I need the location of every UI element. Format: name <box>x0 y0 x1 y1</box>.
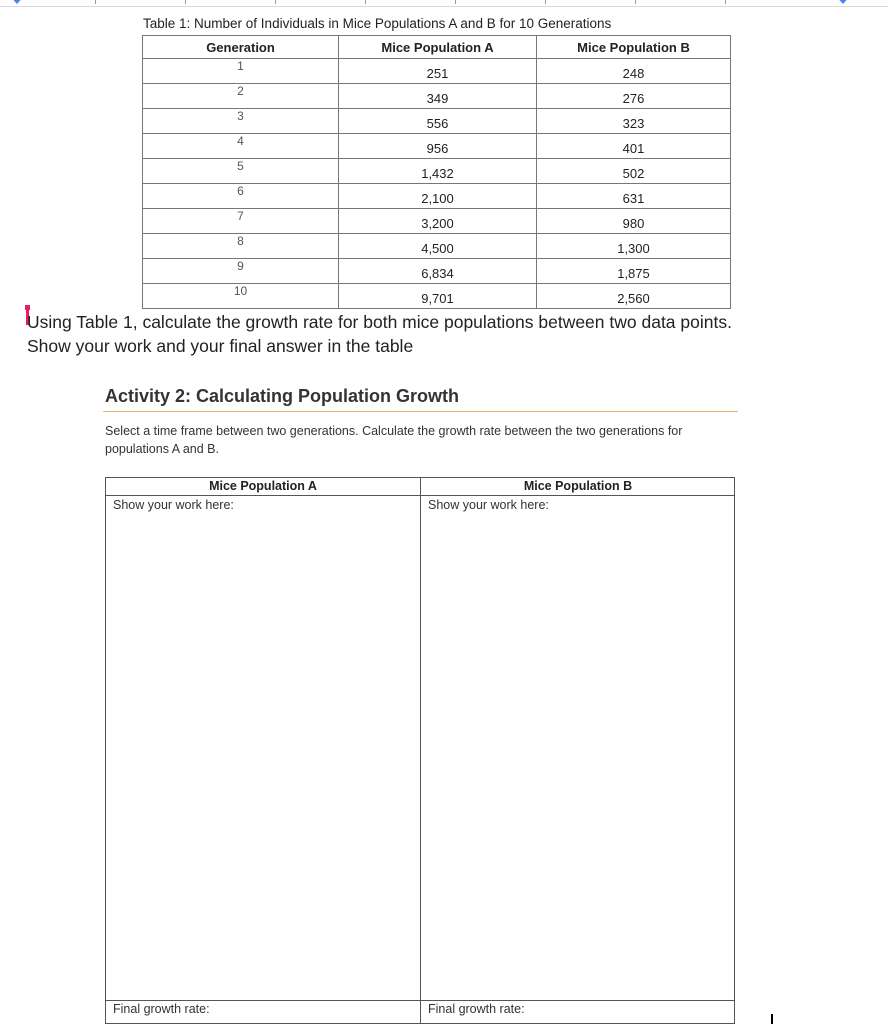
table-row <box>143 184 731 209</box>
instructions-paragraph[interactable] <box>27 310 732 358</box>
final-row-divider <box>106 1000 734 1001</box>
population-a-cell: 556 <box>339 109 537 134</box>
header-population-b: Mice Population B <box>537 36 731 59</box>
work-table <box>105 477 735 1024</box>
population-b-cell: 502 <box>537 159 731 184</box>
final-growth-rate-a-label[interactable]: Final growth rate: <box>113 1002 210 1016</box>
ruler-tick <box>455 0 456 4</box>
column-divider <box>420 478 421 1023</box>
ruler-tick <box>95 0 96 4</box>
population-a-cell: 3,200 <box>339 209 537 234</box>
document-ruler[interactable] <box>0 0 888 7</box>
final-growth-rate-b-label[interactable]: Final growth rate: <box>428 1002 525 1016</box>
population-a-cell: 251 <box>339 59 537 84</box>
header-generation: Generation <box>143 36 339 59</box>
table-row <box>143 84 731 109</box>
table-row <box>143 159 731 184</box>
header-population-a: Mice Population A <box>209 479 317 493</box>
population-b-cell: 401 <box>537 134 731 159</box>
population-b-cell: 1,300 <box>537 234 731 259</box>
population-b-cell: 1,875 <box>537 259 731 284</box>
generation-cell: 5 <box>143 159 339 184</box>
instructions-line-2: Show your work and your final answer in the table <box>27 336 414 356</box>
table-caption: Table 1: Number of Individuals in Mice Populations A and B for 10 Generations <box>143 16 612 31</box>
population-b-cell: 631 <box>537 184 731 209</box>
title-divider <box>103 411 738 412</box>
right-indent-marker-icon[interactable] <box>834 0 852 4</box>
mouse-ibeam-cursor-icon <box>771 1014 773 1024</box>
work-area-a-label[interactable]: Show your work here: <box>113 498 234 512</box>
population-table <box>142 35 731 309</box>
generation-cell: 9 <box>143 259 339 284</box>
generation-cell: 6 <box>143 184 339 209</box>
population-b-cell: 248 <box>537 59 731 84</box>
table-header-row <box>143 36 731 59</box>
table-row <box>143 284 731 309</box>
ruler-tick <box>185 0 186 4</box>
table-row <box>143 134 731 159</box>
population-b-cell: 276 <box>537 84 731 109</box>
table-row <box>143 59 731 84</box>
ruler-tick <box>275 0 276 4</box>
population-a-cell: 349 <box>339 84 537 109</box>
generation-cell: 3 <box>143 109 339 134</box>
header-population-b: Mice Population B <box>523 479 633 493</box>
generation-cell: 4 <box>143 134 339 159</box>
left-indent-marker-icon[interactable] <box>8 0 26 4</box>
table-row <box>143 109 731 134</box>
ruler-tick <box>725 0 726 4</box>
population-a-cell: 1,432 <box>339 159 537 184</box>
population-b-cell: 2,560 <box>537 284 731 309</box>
activity-title: Activity 2: Calculating Population Growth <box>105 386 460 406</box>
generation-cell: 1 <box>143 59 339 84</box>
population-a-cell: 956 <box>339 134 537 159</box>
population-a-cell: 2,100 <box>339 184 537 209</box>
population-a-cell: 4,500 <box>339 234 537 259</box>
table-row <box>143 259 731 284</box>
ruler-tick <box>545 0 546 4</box>
generation-cell: 7 <box>143 209 339 234</box>
work-area-b-label[interactable]: Show your work here: <box>428 498 549 512</box>
population-b-cell: 323 <box>537 109 731 134</box>
generation-cell: 8 <box>143 234 339 259</box>
header-divider <box>106 495 734 496</box>
instructions-line-1: Using Table 1, calculate the growth rate for both mice populations between two data points. <box>27 312 732 332</box>
population-a-cell: 6,834 <box>339 259 537 284</box>
ruler-tick <box>365 0 366 4</box>
table-row <box>143 209 731 234</box>
header-population-a: Mice Population A <box>339 36 537 59</box>
activity-description: Select a time frame between two generations. Calculate the growth rate between the two generations for populations A and B. <box>105 424 683 456</box>
population-a-cell: 9,701 <box>339 284 537 309</box>
ruler-tick <box>635 0 636 4</box>
population-b-cell: 980 <box>537 209 731 234</box>
generation-cell: 10 <box>143 284 339 309</box>
table-row <box>143 234 731 259</box>
generation-cell: 2 <box>143 84 339 109</box>
